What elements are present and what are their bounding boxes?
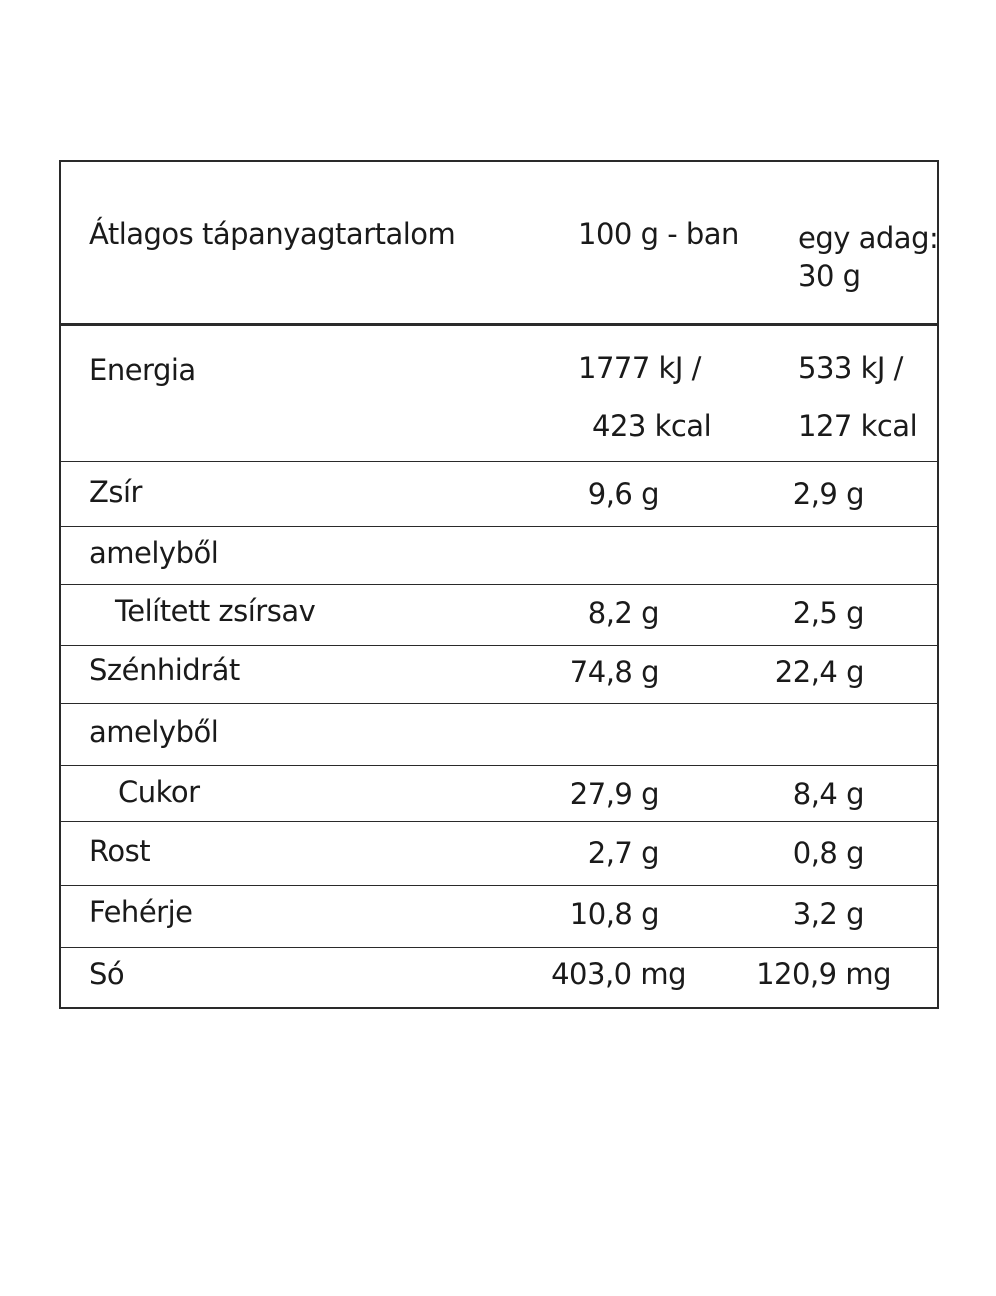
- energy-serving-kcal: 127 kcal: [798, 409, 918, 443]
- row-per100: 27,9 g: [569, 777, 659, 811]
- table-row: [61, 462, 937, 527]
- row-label: Fehérje: [89, 895, 193, 929]
- header-serving-line1: egy adag:: [798, 221, 939, 255]
- table-row: [61, 822, 937, 886]
- table-row: [61, 527, 937, 585]
- energy-per100-kcal: 423 kcal: [592, 409, 712, 443]
- energy-serving-kj: 533 kJ /: [798, 351, 903, 385]
- header-per100: 100 g - ban: [578, 217, 739, 251]
- header-label: Átlagos tápanyagtartalom: [89, 217, 456, 251]
- row-label: Cukor: [118, 775, 200, 809]
- nutrition-table: [59, 160, 939, 1009]
- row-per100: 10,8 g: [569, 897, 659, 931]
- table-row: [61, 704, 937, 766]
- table-row: [61, 585, 937, 646]
- row-label: amelyből: [89, 715, 219, 749]
- row-per100: 8,2 g: [587, 596, 659, 630]
- row-label: Zsír: [89, 475, 142, 509]
- header-serving-line2: 30 g: [798, 259, 861, 293]
- energy-per100-kj: 1777 kJ /: [578, 351, 701, 385]
- row-label: Rost: [89, 834, 151, 868]
- row-serving: 2,5 g: [792, 596, 864, 630]
- row-per100: 74,8 g: [569, 655, 659, 689]
- energy-label: Energia: [89, 353, 196, 387]
- row-per100: 403,0 mg: [551, 957, 686, 991]
- table-row: [61, 646, 937, 704]
- row-label: amelyből: [89, 536, 219, 570]
- table-row-energy: [61, 326, 937, 462]
- row-serving: 22,4 g: [774, 655, 864, 689]
- table-row: [61, 766, 937, 822]
- table-header-row: [61, 162, 937, 326]
- row-serving: 8,4 g: [792, 777, 864, 811]
- row-label: Só: [89, 957, 125, 991]
- row-serving: 2,9 g: [792, 477, 864, 511]
- row-per100: 2,7 g: [587, 836, 659, 870]
- row-serving: 3,2 g: [792, 897, 864, 931]
- table-row: [61, 886, 937, 948]
- row-serving: 0,8 g: [792, 836, 864, 870]
- row-label: Szénhidrát: [89, 653, 240, 687]
- row-label: Telített zsírsav: [115, 594, 316, 628]
- table-row: [61, 948, 937, 1009]
- row-per100: 9,6 g: [587, 477, 659, 511]
- row-serving: 120,9 mg: [756, 957, 891, 991]
